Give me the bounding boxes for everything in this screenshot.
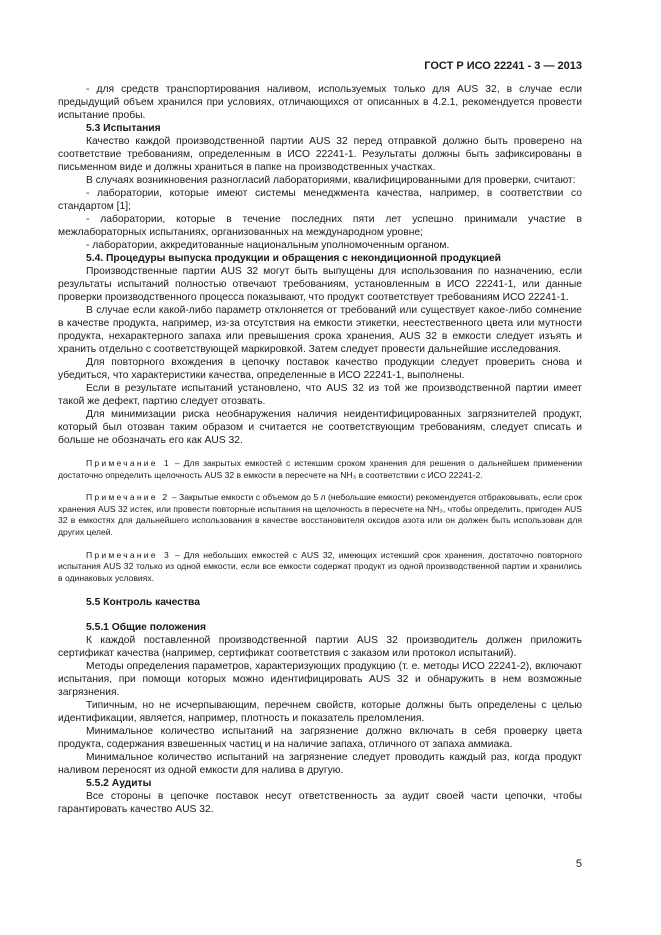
paragraph-certificate: К каждой поставленной производственной партии AUS 32 производитель должен приложить сертификат качества (например, сертификат соответствия с заказом или протокол испытаний).: [58, 635, 582, 660]
paragraph-transport-bulk: - для средств транспортирования наливом, используемых только для AUS 32, в случае если предыдущий объем хранился при условиях, отличающихся от описанных в 4.2.1, рекомендуется провести испытание пробы.: [58, 84, 582, 121]
list-item-quality-management: - лаборатории, которые имеют системы менеджмента качества, например, в соответствии со стандартом [1];: [58, 188, 582, 212]
paragraph-release: Производственные партии AUS 32 могут быть выпущены для использования по назначению, если результаты испытаний полностью отвечают требованиям, установленным в ИСО 22241-1, или данные проверки производственного процесса показывают, что продукт соответствует требованиям ИСО 22241-1.: [58, 266, 582, 303]
paragraph-methods: Методы определения параметров, характеризующих продукцию (т. е. методы ИСО 22241-2), включают испытания, при помощи которых можно идентифицировать AUS 32 и обнаружить в нем возможные загрязнения.: [58, 661, 582, 699]
paragraph-risk: Для минимизации риска необнаружения наличия неидентифицированных загрязнителей продукт, который был отозван таким образом и считается не соответствующим требованиям, следует списать и больше не обозначать его как AUS 32.: [58, 409, 582, 446]
list-item-interlaboratory: - лаборатории, которые в течение последних пяти лет успешно принимали участие в межлабораторных испытаниях, организованных на международном уровне;: [58, 214, 582, 238]
section-heading-5-5: 5.5 Контроль качества: [86, 597, 200, 609]
note-3-label: Примечание 3: [86, 549, 171, 560]
paragraph-recall: Если в результате испытаний установлено, что AUS 32 из той же производственной партии имеет такой же дефект, партию следует отозвать.: [58, 383, 582, 407]
list-item-accredited: - лаборатории, аккредитованные национальным уполномоченным органом.: [86, 240, 450, 251]
note-3-text: – Для небольших емкостей с AUS 32, имеющих истекший срок хранения, достаточно повторного испытания AUS 32 только из одной емкости, если все емкости содержат продукт из одной производственной партии и хранились в одинаковых условиях.: [58, 549, 582, 583]
note-2-label: Примечание 2: [86, 492, 170, 503]
section-heading-5-4: 5.4. Процедуры выпуска продукции и обращения с некондиционной продукцией: [86, 253, 502, 264]
page-number: 5: [575, 858, 582, 870]
paragraph-transfer: Минимальное количество испытаний на загрязнение следует проводить каждый раз, когда продукт наливом переносят из одной емкости для налива в другую.: [58, 752, 582, 777]
paragraph-properties: Типичным, но не исчерпывающим, перечнем свойств, которые должны быть определены с целью идентификации, является, например, плотность и показатель преломления.: [58, 700, 582, 725]
section-heading-5-3: 5.3 Испытания: [86, 123, 161, 134]
document-page: [58, 60, 582, 816]
paragraph-disputes: В случаях возникновения разногласий лабораториями, квалифицированными для проверки, считают:: [86, 175, 576, 186]
section-heading-5-5-2: 5.5.2 Аудиты: [86, 778, 152, 790]
note-1-text: – Для закрытых емкостей с истекшим сроком хранения для решения о дальнейшем применении достаточно определить щелочность AUS 32 в емкости в пересчете на NH₃ в соответствии с ИСО 22241-2.: [58, 458, 582, 480]
section-heading-5-5-1: 5.5.1 Общие положения: [86, 622, 206, 634]
note-2-text: – Закрытые емкости с объемом до 5 л (небольшие емкости) рекомендуется отбраковывать, если срок хранения AUS 32 истек, или провести повторные испытания на щелочность в пересчете на NH₃, чтобы определить, пригоден AUS 32 в емкостях для дальнейшего использования в качестве восстановителя оксидов азота или он должен быть использован для других целей.: [58, 492, 582, 537]
document-code-header: ГОСТ Р ИСО 22241 - 3 — 2013: [424, 60, 582, 72]
note-1-label: Примечание 1: [86, 458, 171, 468]
paragraph-deviation: В случае если какой-либо параметр отклоняется от требований или существует какое-либо сомнение в качестве продукта, например, из-за отсутствия на емкости этикетки, неестественного цвета или мутности продукта, нехарактерного запаха или превышения срока хранения, AUS 32 в емкости следует изъять и хранить отдельно с соответствующей маркировкой. Затем следует провести дальнейшие исследования.: [58, 305, 582, 355]
paragraph-batch-quality: Качество каждой производственной партии AUS 32 перед отправкой должно быть проверено на соответствие требованиям, определенным в ИСО 22241-1. Результаты должны быть зафиксированы в письменном виде и должны храниться в папке на производственных участках.: [58, 136, 582, 173]
note-3: [58, 550, 582, 585]
note-2: [58, 492, 582, 538]
note-1: [58, 458, 582, 481]
paragraph-min-tests: Минимальное количество испытаний на загрязнение должно включать в себя проверку цвета продукта, содержания взвешенных частиц и на наличие запаха, отличного от запаха аммиака.: [58, 726, 582, 751]
paragraph-audits: Все стороны в цепочке поставок несут ответственность за аудит своей части цепочки, чтобы гарантировать качество AUS 32.: [58, 791, 582, 816]
paragraph-reentry: Для повторного вхождения в цепочку поставок качество продукции следует проверить снова и убедиться, что характеристики качества, определенные в ИСО 22241-1, выполнены.: [58, 357, 582, 381]
